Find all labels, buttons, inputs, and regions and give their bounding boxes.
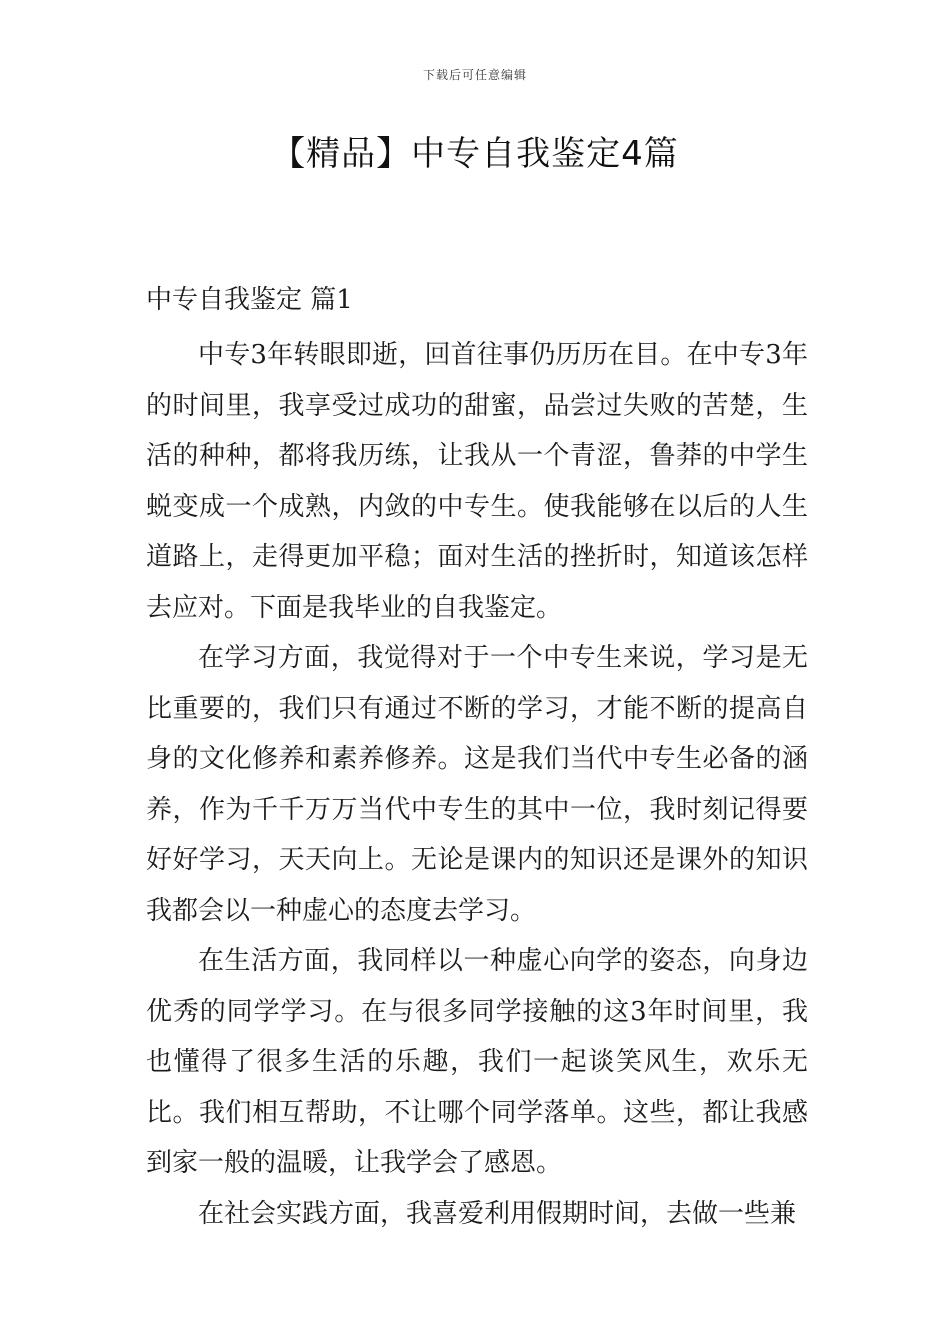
paragraph-1: 中专3年转眼即逝，回首往事仍历历在目。在中专3年的时间里，我享受过成功的甜蜜，品尝过失败的苦楚，生活的种种，都将我历练，让我从一个青涩，鲁莽的中学生蜕变成一个成熟，内敛的中专生。使我能够在以后的人生道路上，走得更加平稳；面对生活的挫折时，知道该怎样去应对。下面是我毕业的自我鉴定。	[146, 340, 808, 623]
section-heading: 中专自我鉴定 篇1	[146, 285, 353, 315]
header-note: 下载后可任意编辑	[422, 68, 527, 82]
document-body	[146, 280, 808, 1239]
paragraph-4: 在社会实践方面，我喜爱利用假期时间，去做一些兼	[198, 1198, 797, 1229]
paragraph-3: 在生活方面，我同样以一种虚心向学的姿态，向身边优秀的同学学习。在与很多同学接触的这3年时间里，我也懂得了很多生活的乐趣，我们一起谈笑风生，欢乐无比。我们相互帮助，不让哪个同学落单。这些，都让我感到家一般的温暖，让我学会了感恩。	[146, 946, 808, 1178]
document-title: 【精品】中专自我鉴定4篇	[271, 134, 679, 174]
paragraph-2: 在学习方面，我觉得对于一个中专生来说，学习是无比重要的，我们只有通过不断的学习，才能不断的提高自身的文化修养和素养修养。这是我们当代中专生必备的涵养，作为千千万万当代中专生的其中一位，我时刻记得要好好学习，天天向上。无论是课内的知识还是课外的知识我都会以一种虚心的态度去学习。	[146, 643, 808, 926]
